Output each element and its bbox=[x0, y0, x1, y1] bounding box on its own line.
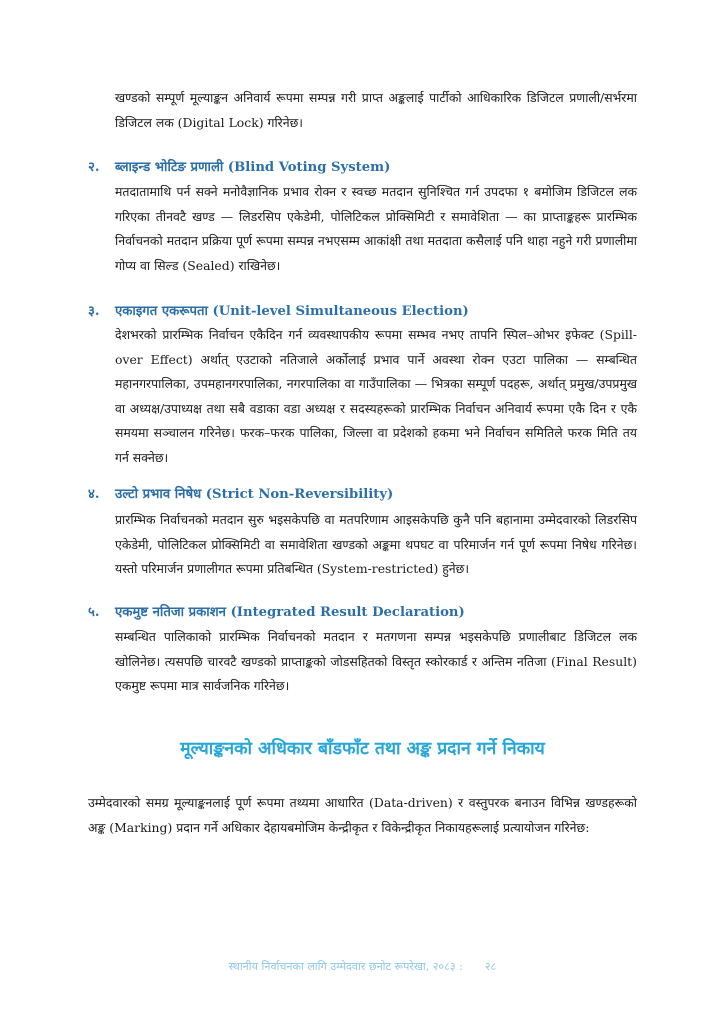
item-body-unit-level-election: देशभरको प्रारम्भिक निर्वाचन एकैदिन गर्न व्यवस्थापकीय रूपमा सम्भव नभए तापनि स्पिल–ओभर इफेक्ट (Spill-over Effect) अर्थात् एउटाको नतिजाले अर्कोलाई प्रभाव पार्ने अवस्था रोक्न एउटा पालिका — सम्बन्धित महानगरपालिका, उपमहानगरपालिका, नगरपालिका वा गाउँपालिका — भित्रका सम्पूर्ण पदहरू, अर्थात् प्रमुख/उपप्रमुख वा अध्यक्ष/उपाध्यक्ष तथा सबै वडाका वडा अध्यक्ष र सदस्यहरूको प्रारम्भिक निर्वाचन अनिवार्य रूपमा एकै दिन र एकै समयमा सञ्चालन गरिनेछ। फरक–फरक पालिका, जिल्ला वा प्रदेशको हकमा भने निर्वाचन समितिले फरक मिति तय गर्न सक्नेछ। bbox=[115, 327, 637, 465]
item-number: ५. bbox=[88, 605, 100, 620]
item-heading-non-reversibility bbox=[88, 485, 648, 505]
item-number: २. bbox=[88, 160, 100, 175]
item-heading-text: ब्लाइन्ड भोटिङ प्रणाली (Blind Voting System) bbox=[115, 160, 391, 175]
item-heading-unit-level-election bbox=[88, 302, 648, 322]
item-body-blind-voting: मतदातामाथि पर्न सक्ने मनोवैज्ञानिक प्रभाव रोक्न र स्वच्छ मतदान सुनिश्चित गर्न उपदफा १ बमोजिम डिजिटल लक गरिएका तीनवटै खण्ड — लिडरसिप एकेडेमी, पोलिटिकल प्रोक्सिमिटी र समावेशिता — का प्राप्ताङ्कहरू प्रारम्भिक निर्वाचनको मतदान प्रक्रिया पूर्ण रूपमा सम्पन्न नभएसम्म आकांक्षी तथा मतदाता कसैलाई पनि थाहा नहुने गरी प्रणालीमा गोप्य वा सिल्ड (Sealed) राखिनेछ। bbox=[115, 184, 637, 273]
closing-paragraph: उम्मेदवारको समग्र मूल्याङ्कनलाई पूर्ण रूपमा तथ्यमा आधारित (Data-driven) र वस्तुपरक बनाउन विभिन्न खण्डहरूको अङ्क (Marking) प्रदान गर्ने अधिकार देहायबमोजिम केन्द्रीकृत र विकेन्द्रीकृत निकायहरूलाई प्रत्यायोजन गरिनेछ: bbox=[88, 795, 637, 835]
item-number: ४. bbox=[88, 487, 100, 502]
item-heading-blind-voting bbox=[88, 158, 648, 178]
item-number: ३. bbox=[88, 304, 100, 319]
page-number: २८ bbox=[484, 960, 497, 973]
item-heading-text: एकमुष्ट नतिजा प्रकाशन (Integrated Result Declaration) bbox=[115, 605, 465, 620]
footer-title: स्थानीय निर्वाचनका लागि उम्मेदवार छनोट रूपरेखा, २०८३ : bbox=[228, 960, 463, 973]
intro-paragraph: खण्डको सम्पूर्ण मूल्याङ्कन अनिवार्य रूपमा सम्पन्न गरी प्राप्त अङ्कलाई पार्टीको आधिकारिक डिजिटल प्रणाली/सर्भरमा डिजिटल लक (Digital Lock) गरिनेछ। bbox=[115, 90, 637, 130]
page-footer bbox=[0, 958, 725, 976]
item-heading-text: एकाइगत एकरूपता (Unit-level Simultaneous Election) bbox=[115, 304, 469, 319]
item-body-non-reversibility: प्रारम्भिक निर्वाचनको मतदान सुरु भइसकेपछि वा मतपरिणाम आइसकेपछि कुनै पनि बहानामा उम्मेदवारको लिडरसिप एकेडेमी, पोलिटिकल प्रोक्सिमिटी वा समावेशिता खण्डको अङ्कमा थपघट वा परिमार्जन गर्न पूर्ण रूपमा निषेध गरिनेछ। यस्तो परिमार्जन प्रणालीगत रूपमा प्रतिबन्धित (System-restricted) हुनेछ। bbox=[115, 512, 637, 576]
section-title: मूल्याङ्कनको अधिकार बाँडफाँट तथा अङ्क प्रदान गर्ने निकाय bbox=[180, 739, 545, 759]
item-heading-text: उल्टो प्रभाव निषेध (Strict Non-Reversibility) bbox=[115, 487, 394, 502]
item-body-result-declaration: सम्बन्धित पालिकाको प्रारम्भिक निर्वाचनको मतदान र मतगणना सम्पन्न भइसकेपछि प्रणालीबाट डिजिटल लक खोलिनेछ। त्यसपछि चारवटै खण्डको प्राप्ताङ्कको जोडसहितको विस्तृत स्कोरकार्ड र अन्तिम नतिजा (Final Result) एकमुष्ट रूपमा मात्र सार्वजनिक गरिनेछ। bbox=[115, 629, 637, 693]
item-heading-result-declaration bbox=[88, 603, 648, 623]
